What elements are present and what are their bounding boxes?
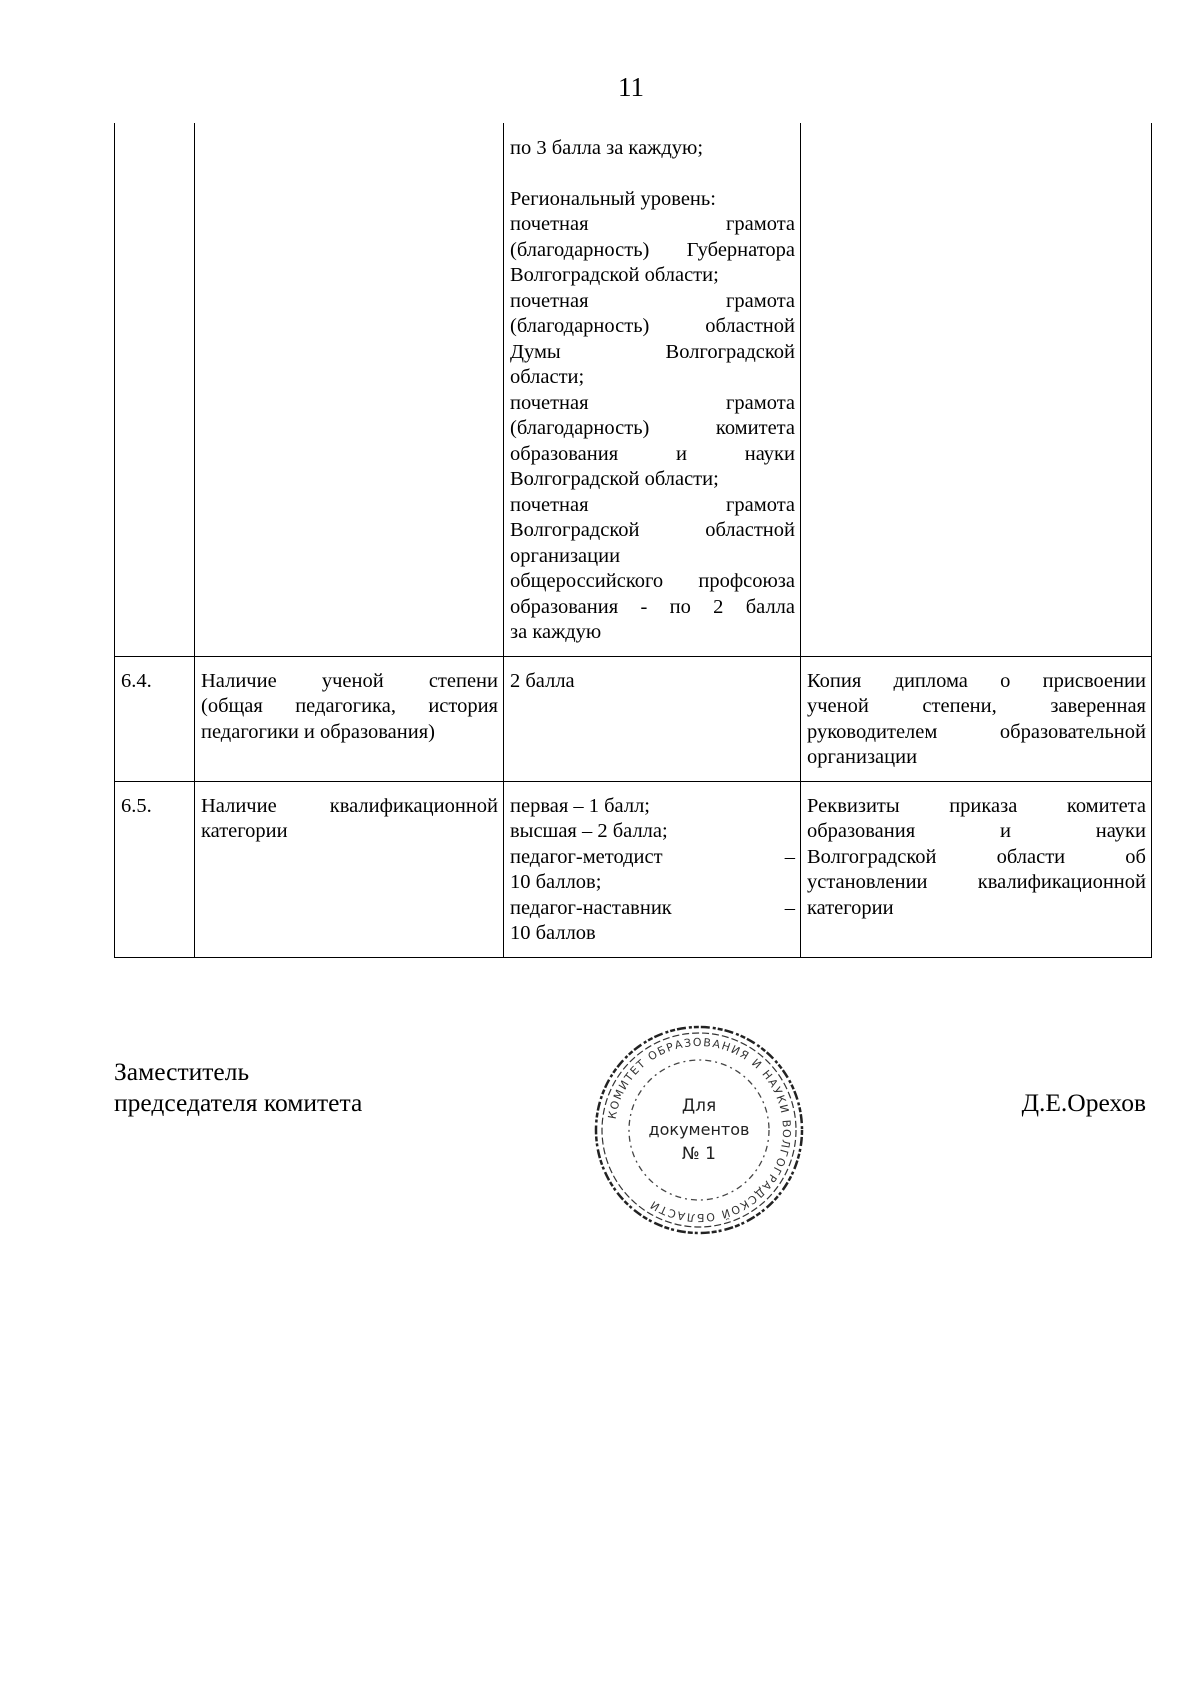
text-line: Волгоградской области об — [807, 845, 1146, 868]
table-row-6-5 — [115, 781, 1152, 957]
text-line: почетная грамота — [510, 289, 795, 312]
cell-criterion — [195, 123, 504, 656]
text-line: педагогики и образования) — [201, 720, 435, 743]
cell-document — [801, 123, 1152, 656]
criteria-table — [114, 123, 1152, 958]
table-row-6-4 — [115, 656, 1152, 781]
table-row-continued — [115, 123, 1152, 656]
text-line: Наличие квалификационной — [201, 794, 498, 817]
regional-awards-list — [510, 212, 795, 646]
signatory-name: Д.Е.Орехов — [1021, 1088, 1146, 1117]
text-line: ученой степени, заверенная — [807, 695, 1146, 717]
text-line: (благодарность) комитета — [510, 417, 795, 439]
cell-document — [801, 656, 1152, 781]
stamp-center-line3: № 1 — [682, 1144, 716, 1164]
text-line: Волгоградской областной — [510, 519, 795, 541]
official-stamp-icon — [592, 1023, 806, 1237]
text-line: образования и науки — [510, 442, 795, 465]
text-line: почетная грамота — [510, 213, 795, 235]
cell-criterion — [195, 781, 504, 957]
cell-num — [115, 123, 195, 656]
cell-num: 6.5. — [115, 781, 195, 957]
text-line: образования - по 2 балла — [510, 595, 795, 618]
text-line: 10 баллов — [510, 922, 596, 944]
text-line: первая – 1 балл; — [510, 794, 650, 817]
text-line: категории — [201, 820, 288, 842]
text-line: образования и науки — [807, 820, 1146, 842]
text-line: (благодарность) Губернатора — [510, 238, 795, 261]
stamp-center-line2: документов — [648, 1120, 750, 1139]
cell-num: 6.4. — [115, 656, 195, 781]
signatory-title: Заместитель председателя комитета — [114, 1057, 363, 1117]
cell-points — [504, 781, 801, 957]
text-line: организации — [807, 746, 918, 768]
text-line: организации — [510, 544, 621, 567]
text-line: Копия диплома о присвоении — [807, 669, 1146, 692]
text-line: за каждую — [510, 621, 602, 643]
text-line: Реквизиты приказа комитета — [807, 794, 1146, 817]
text-line: (благодарность) областной — [510, 315, 795, 337]
text-line: педагог-наставник – — [510, 896, 795, 919]
text-line: педагог-методист – — [510, 845, 795, 868]
text-line: установлении квалификационной — [807, 871, 1146, 893]
cell-points — [504, 123, 801, 656]
text-line: 10 баллов; — [510, 871, 602, 893]
points-line: по 3 балла за каждую; — [510, 137, 704, 159]
stamp-ring-text: КОМИТЕТ ОБРАЗОВАНИЯ И НАУКИ ВОЛГОГРАДСКОЙ ОБЛАСТИ — [605, 1035, 794, 1225]
regional-heading: Региональный уровень: — [510, 187, 716, 210]
cell-document — [801, 781, 1152, 957]
text-line: Волгоградской области; — [510, 468, 719, 490]
text-line: Думы Волгоградской — [510, 340, 795, 363]
text-line: Наличие ученой степени — [201, 669, 498, 692]
text-line: общероссийского профсоюза — [510, 570, 795, 592]
text-line: Волгоградской области; — [510, 264, 719, 286]
stamp-center-line1: Для — [681, 1096, 717, 1116]
page-number: 11 — [618, 72, 644, 102]
cell-points: 2 балла — [504, 656, 801, 781]
text-line: области; — [510, 366, 585, 388]
text-line: категории — [807, 896, 894, 919]
text-line: руководителем образовательной — [807, 720, 1146, 743]
text-line: почетная грамота — [510, 391, 795, 414]
text-line: (общая педагогика, история — [201, 695, 498, 717]
cell-criterion — [195, 656, 504, 781]
text-line: высшая – 2 балла; — [510, 820, 668, 842]
text-line: почетная грамота — [510, 493, 795, 516]
